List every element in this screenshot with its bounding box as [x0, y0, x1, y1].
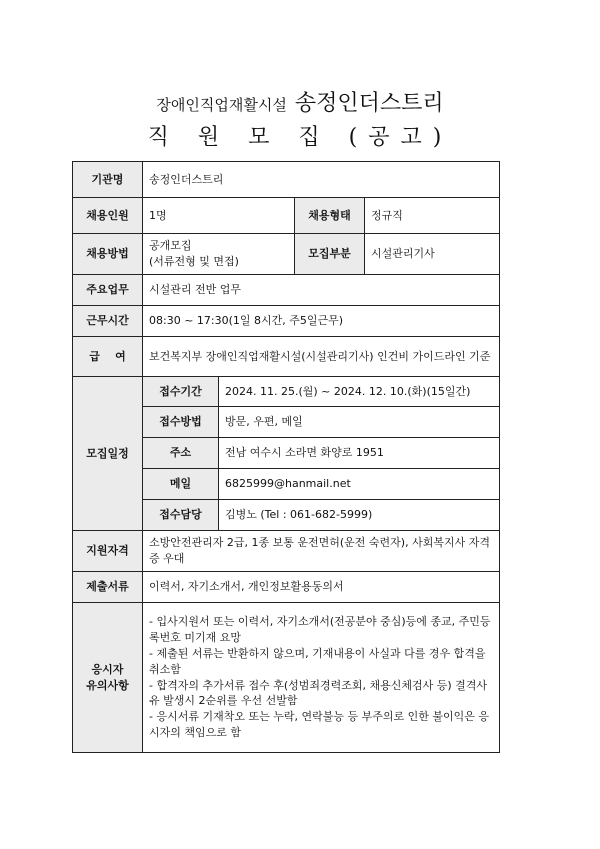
method-value-line-2: (서류전형 및 면접) — [149, 255, 239, 268]
row-headcount-type — [73, 198, 500, 234]
contact-label: 접수담당 — [143, 500, 219, 531]
headcount-label: 채용인원 — [73, 198, 143, 234]
period-value: 2024. 11. 25.(월) ~ 2024. 12. 10.(화)(15일간) — [219, 377, 500, 407]
method-value — [143, 234, 295, 275]
note-item: - 제출된 서류는 반환하지 않으며, 기재내용이 사실과 다를 경우 합격을 취소함 — [149, 646, 486, 676]
method-value-line-1: 공개모집 — [149, 239, 192, 253]
address-value: 전남 여수시 소라면 화양로 1951 — [219, 438, 500, 469]
org-label: 기관명 — [73, 162, 143, 198]
title-organization-name: 송정인더스트리 — [294, 91, 444, 116]
row-salary — [73, 337, 500, 377]
recruitment-table — [72, 161, 500, 753]
row-organization — [73, 162, 500, 198]
email-label: 메일 — [143, 469, 219, 500]
period-label: 접수기간 — [143, 377, 219, 407]
row-method-field — [73, 234, 500, 275]
row-notes — [73, 603, 500, 753]
address-label: 주소 — [143, 438, 219, 469]
hours-value: 08:30 ~ 17:30(1일 8시간, 주5일근무) — [143, 306, 500, 337]
document-title — [0, 86, 600, 117]
notes-label-line-2: 유의사항 — [86, 678, 129, 692]
notes-value — [143, 603, 500, 753]
contact-value: 김병노 (Tel : 061-682-5999) — [219, 500, 500, 531]
row-period — [73, 377, 500, 407]
schedule-label: 모집일정 — [73, 377, 143, 531]
qualification-label: 지원자격 — [73, 531, 143, 572]
notes-label — [73, 603, 143, 753]
notes-label-line-1: 응시자 — [91, 662, 124, 676]
note-item: - 합격자의 추가서류 접수 후(성범죄경력조회, 채용신체검사 등) 결격사유 발생시 2순위를 우선 선발함 — [149, 678, 488, 708]
title-prefix: 장애인직업재활시설 — [156, 96, 287, 114]
qualification-value: 소방안전관리자 2급, 1종 보통 운전면허(운전 숙련자), 사회복지사 자격증 우대 — [143, 531, 500, 572]
type-value: 정규직 — [365, 198, 500, 234]
submit-method-value: 방문, 우편, 메일 — [219, 407, 500, 438]
documents-label: 제출서류 — [73, 572, 143, 603]
method-label: 채용방법 — [73, 234, 143, 275]
submit-method-label: 접수방법 — [143, 407, 219, 438]
email-value: 6825999@hanmail.net — [219, 469, 500, 500]
field-value: 시설관리기사 — [365, 234, 500, 275]
row-qualification — [73, 531, 500, 572]
documents-value: 이력서, 자기소개서, 개인정보활용동의서 — [143, 572, 500, 603]
org-value: 송정인더스트리 — [143, 162, 500, 198]
duty-label: 주요업무 — [73, 275, 143, 306]
headcount-value: 1명 — [143, 198, 295, 234]
row-duty — [73, 275, 500, 306]
duty-value: 시설관리 전반 업무 — [143, 275, 500, 306]
salary-label: 급 여 — [73, 337, 143, 377]
salary-value: 보건복지부 장애인직업재활시설(시설관리기사) 인건비 가이드라인 기준 — [143, 337, 500, 377]
hours-label: 근무시간 — [73, 306, 143, 337]
field-label: 모집부분 — [295, 234, 365, 275]
type-label: 채용형태 — [295, 198, 365, 234]
document-subtitle: 직 원 모 집 (공고) — [147, 125, 453, 150]
row-documents — [73, 572, 500, 603]
note-item: - 응시서류 기재착오 또는 누락, 연락불능 등 부주의로 인한 불이익은 응시자의 책임으로 함 — [149, 710, 489, 740]
note-item: - 입사지원서 또는 이력서, 자기소개서(전공분야 중심)등에 종교, 주민등록번호 미기재 요망 — [149, 614, 491, 644]
row-hours — [73, 306, 500, 337]
